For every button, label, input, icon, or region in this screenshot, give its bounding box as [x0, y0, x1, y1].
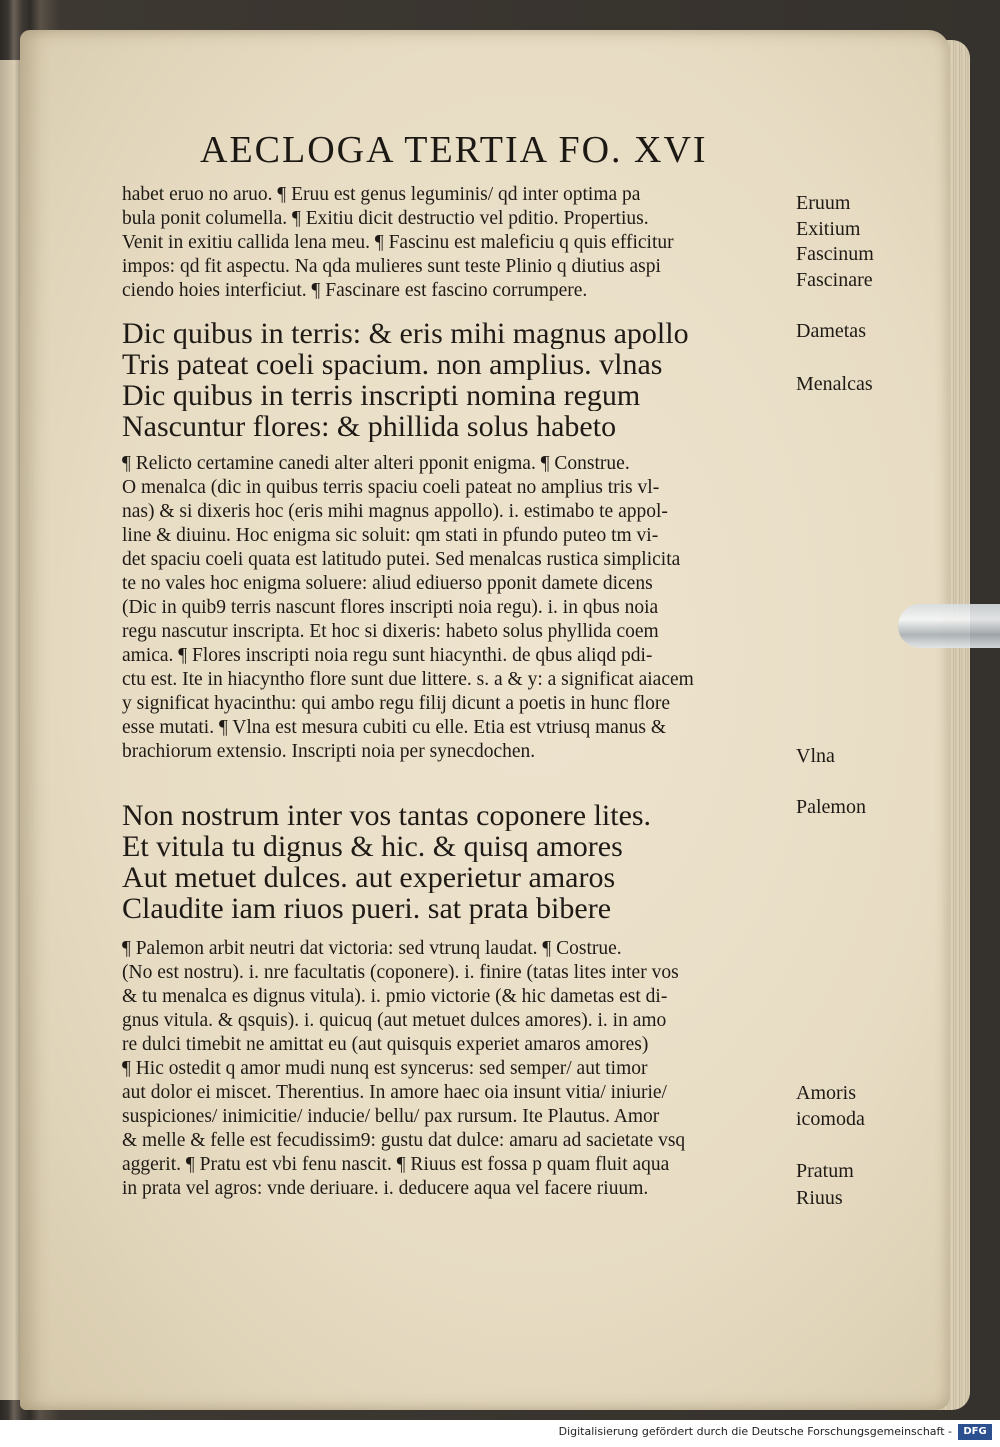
text-line: bula ponit columella. ¶ Exitiu dicit destructio vel pditio. Propertius.: [122, 208, 649, 229]
margin-note-palemon: Palemon: [796, 796, 866, 818]
margin-note-riuus: Riuus: [796, 1187, 843, 1209]
margin-note-menalcas: Menalcas: [796, 373, 873, 395]
verse-line: Nascuntur flores: & phillida solus habeto: [122, 411, 617, 442]
text-line: in prata vel agros: vnde deriuare. i. deducere aqua vel facere riuum.: [122, 1178, 649, 1199]
margin-note-fascinare: Fascinare: [796, 269, 873, 291]
verse-block-1: [122, 318, 802, 442]
text-line: ¶ Hic ostedit q amor mudi nunq est syncerus: sed semper/ aut timor: [122, 1058, 648, 1079]
commentary-block-1: [122, 183, 802, 303]
verse-line: Non nostrum inter vos tantas coponere lites.: [122, 800, 652, 831]
verse-line: Dic quibus in terris: & eris mihi magnus apollo: [122, 318, 689, 349]
text-line: (Dic in quib9 terris nascunt flores inscripti noia regu). i. in qbus noia: [122, 597, 659, 618]
text-line: te no vales hoc enigma soluere: aliud ediuerso pponit damete dicens: [122, 573, 653, 594]
commentary-block-2: [122, 452, 802, 764]
text-line: (No est nostru). i. nre facultatis (coponere). i. finire (tatas lites inter vos: [122, 962, 679, 983]
text-line: esse mutati. ¶ Vlna est mesura cubiti cu elle. Etia est vtriusq manus &: [122, 717, 667, 738]
text-line: ciendo hoies interficiut. ¶ Fascinare est fascino corrumpere.: [122, 280, 588, 301]
text-line: & tu menalca es dignus vitula). i. pmio victorie (& hic dametas est di-: [122, 986, 668, 1007]
page-marker-strip: [898, 604, 1000, 648]
text-line: regu nascutur inscripta. Et hoc si dixeris: habeto solus phyllida coem: [122, 621, 659, 642]
dfg-logo: DFG: [958, 1424, 992, 1440]
text-line: Venit in exitiu callida lena meu. ¶ Fascinu est maleficiu q quis efficitur: [122, 232, 674, 253]
text-line: ¶ Palemon arbit neutri dat victoria: sed vtrunq laudat. ¶ Costrue.: [122, 938, 622, 959]
text-line: amica. ¶ Flores inscripti noia regu sunt hiacynthi. de qbus aliqd pdi-: [122, 645, 653, 666]
text-line: line & diuinu. Hoc enigma sic soluit: qm stati in pfundo puteo tm vi-: [122, 525, 659, 546]
text-line: ¶ Relicto certamine canedi alter alteri pponit enigma. ¶ Construe.: [122, 453, 630, 474]
text-line: brachiorum extensio. Inscripti noia per synecdochen.: [122, 741, 536, 762]
margin-note-vlna: Vlna: [796, 745, 835, 767]
text-line: gnus vitula. & qsquis). i. quicuq (aut metuet dulces amores). i. in amo: [122, 1010, 667, 1031]
margin-note-icomoda: icomoda: [796, 1108, 865, 1130]
margin-note-eruum: Eruum: [796, 192, 851, 214]
text-line: ctu est. Ite in hiacyntho flore sunt due littere. s. a & y: a significat aiacem: [122, 669, 694, 690]
text-line: suspiciones/ inimicitie/ inducie/ bellu/ pax rursum. Ite Plautus. Amor: [122, 1106, 660, 1127]
margin-note-pratum: Pratum: [796, 1160, 854, 1182]
footer-bar: [0, 1420, 1000, 1447]
margin-note-amoris: Amoris: [796, 1082, 856, 1104]
verse-line: Et vitula tu dignus & hic. & quisq amores: [122, 831, 623, 862]
verse-line: Claudite iam riuos pueri. sat prata bibere: [122, 893, 612, 924]
verse-block-2: [122, 800, 802, 924]
text-line: re dulci timebit ne amittat eu (aut quisquis experiet amaros amores): [122, 1034, 649, 1055]
text-line: y significat hyacinthu: qui ambo regu filij dicunt a poetis in hunc flore: [122, 693, 671, 714]
margin-note-fascinum: Fascinum: [796, 243, 874, 265]
text-line: impos: qd fit aspectu. Na qda mulieres sunt teste Plinio q diutius aspi: [122, 256, 661, 277]
verse-line: Dic quibus in terris inscripti nomina regum: [122, 380, 641, 411]
text-line: O menalca (dic in quibus terris spaciu coeli pateat no amplius tris vl-: [122, 477, 660, 498]
funding-notice: Digitalisierung gefördert durch die Deutsche Forschungsgemeinschaft -: [558, 1425, 952, 1438]
running-head: AECLOGA TERTIA FO. XVI: [200, 129, 708, 171]
text-line: aut dolor ei miscet. Therentius. In amore haec oia insunt vitia/ iniurie/: [122, 1082, 667, 1103]
text-line: aggerit. ¶ Pratu est vbi fenu nascit. ¶ Riuus est fossa p quam fluit aqua: [122, 1154, 670, 1175]
verse-line: Aut metuet dulces. aut experietur amaros: [122, 862, 616, 893]
text-line: habet eruo no aruo. ¶ Eruu est genus leguminis/ qd inter optima pa: [122, 184, 641, 205]
margin-note-dametas: Dametas: [796, 320, 866, 342]
verse-line: Tris pateat coeli spacium. non amplius. vlnas: [122, 349, 663, 380]
text-line: nas) & si dixeris hoc (eris mihi magnus appollo). i. estimabo te appol-: [122, 501, 668, 522]
text-line: & melle & felle est fecudissim9: gustu dat dulce: amaru ad sacietate vsq: [122, 1130, 686, 1151]
text-line: det spaciu coeli quata est latitudo putei. Sed menalcas rustica simplicita: [122, 549, 681, 570]
commentary-block-3: [122, 937, 802, 1201]
margin-note-exitium: Exitium: [796, 218, 861, 240]
